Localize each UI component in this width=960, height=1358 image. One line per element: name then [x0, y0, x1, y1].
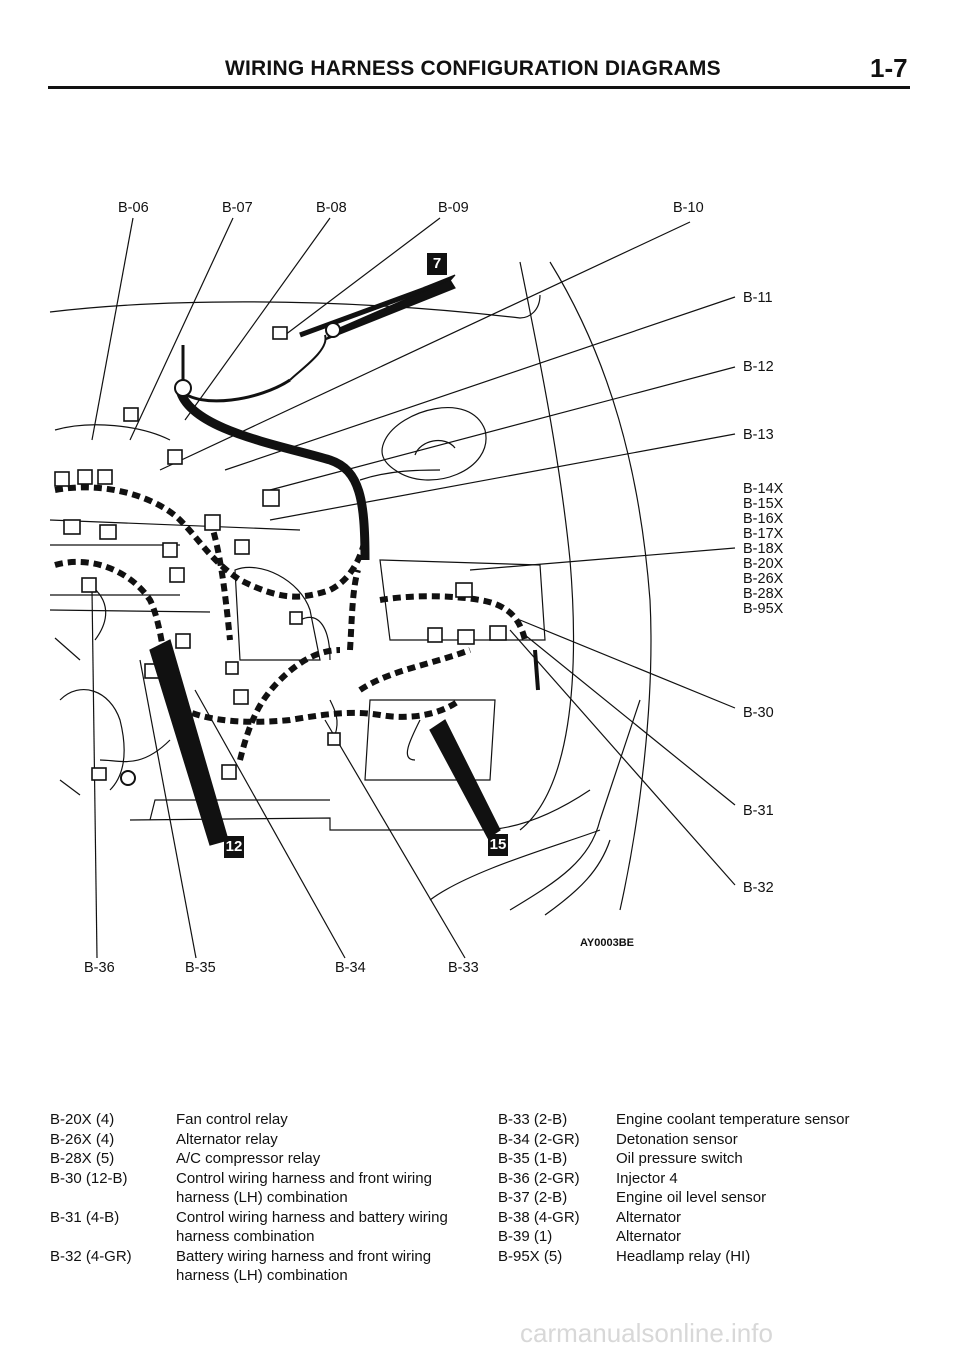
label-b-16x: B-16X [743, 511, 784, 527]
label-b-13: B-13 [743, 427, 774, 443]
callout-15: 15 [488, 834, 508, 856]
legend-row [50, 1247, 471, 1286]
legend-row [50, 1208, 471, 1247]
legend-desc: Alternator [616, 1208, 682, 1226]
label-b-33: B-33 [448, 960, 479, 976]
legend-code: B-20X (4) [50, 1111, 115, 1128]
legend-row [498, 1149, 886, 1169]
legend-code: B-34 (2-GR) [498, 1130, 580, 1148]
label-b-08: B-08 [316, 200, 347, 216]
legend-code: B-28X (5) [50, 1150, 115, 1167]
legend-desc: Detonation sensor [616, 1130, 738, 1148]
drawing-code: AY0003BE [580, 937, 635, 949]
page-title: WIRING HARNESS CONFIGURATION DIAGRAMS [225, 57, 721, 80]
right-connector-group [743, 482, 783, 617]
legend-row [498, 1130, 886, 1150]
label-b-31: B-31 [743, 803, 774, 819]
label-b-30: B-30 [743, 705, 774, 721]
legend-row [498, 1208, 886, 1228]
legend-code: B-31 (4-B) [50, 1208, 120, 1226]
legend-row [498, 1188, 886, 1208]
label-b-95x: B-95X [743, 601, 784, 617]
label-b-34: B-34 [335, 960, 366, 976]
legend-row [50, 1149, 471, 1169]
label-b-10: B-10 [673, 200, 704, 216]
label-b-06: B-06 [118, 200, 149, 216]
legend-code: B-30 (12-B) [50, 1169, 128, 1187]
legend-right [498, 1110, 886, 1266]
label-b-09: B-09 [438, 200, 469, 216]
label-b-12: B-12 [743, 359, 774, 375]
legend-desc: Alternator [616, 1228, 682, 1245]
legend-row [498, 1110, 886, 1130]
page-number: 1-7 [870, 53, 908, 83]
label-b-15x: B-15X [743, 496, 784, 512]
legend-code: B-36 (2-GR) [498, 1169, 580, 1187]
label-b-35: B-35 [185, 960, 216, 976]
label-b-20x: B-20X [743, 556, 784, 572]
label-b-14x: B-14X [743, 481, 784, 497]
callout-12: 12 [224, 836, 244, 858]
legend-code: B-38 (4-GR) [498, 1208, 580, 1226]
legend-row [50, 1169, 471, 1208]
label-b-36: B-36 [84, 960, 115, 976]
legend-desc: Battery wiring harness and front wiring harness (LH) combination [176, 1247, 432, 1284]
legend-desc: A/C compressor relay [176, 1150, 321, 1167]
label-b-18x: B-18X [743, 541, 784, 557]
legend-desc: Injector 4 [616, 1169, 678, 1187]
legend-desc: Alternator relay [176, 1130, 278, 1148]
legend-row [498, 1247, 886, 1267]
label-b-28x: B-28X [743, 586, 784, 602]
legend-desc: Oil pressure switch [616, 1150, 743, 1167]
label-b-11: B-11 [743, 290, 773, 306]
legend-code: B-33 (2-B) [498, 1111, 568, 1128]
label-b-17x: B-17X [743, 526, 784, 542]
legend-row [50, 1130, 471, 1150]
legend-desc: Control wiring harness and front wiring harness (LH) combination [176, 1169, 432, 1206]
legend-desc: Headlamp relay (HI) [616, 1247, 751, 1265]
label-b-07: B-07 [222, 200, 253, 216]
legend-left [50, 1110, 471, 1286]
legend-code: B-26X (4) [50, 1130, 115, 1148]
legend-row [498, 1169, 886, 1189]
legend-desc: Fan control relay [176, 1111, 288, 1128]
legend-desc: Engine oil level sensor [616, 1189, 767, 1206]
legend-row [50, 1110, 471, 1130]
legend-code: B-39 (1) [498, 1228, 553, 1245]
label-b-32: B-32 [743, 880, 774, 896]
label-b-26x: B-26X [743, 571, 784, 587]
legend-code: B-35 (1-B) [498, 1150, 568, 1167]
legend-desc: Engine coolant temperature sensor [616, 1111, 850, 1128]
watermark-footer[interactable]: carmanualsonline.info [520, 1318, 773, 1348]
legend-row [498, 1227, 886, 1247]
legend-code: B-32 (4-GR) [50, 1247, 132, 1265]
callout-7: 7 [427, 253, 447, 275]
legend-code: B-95X (5) [498, 1247, 563, 1265]
legend-desc: Control wiring harness and battery wiring harness combination [176, 1208, 448, 1245]
legend-code: B-37 (2-B) [498, 1189, 568, 1206]
